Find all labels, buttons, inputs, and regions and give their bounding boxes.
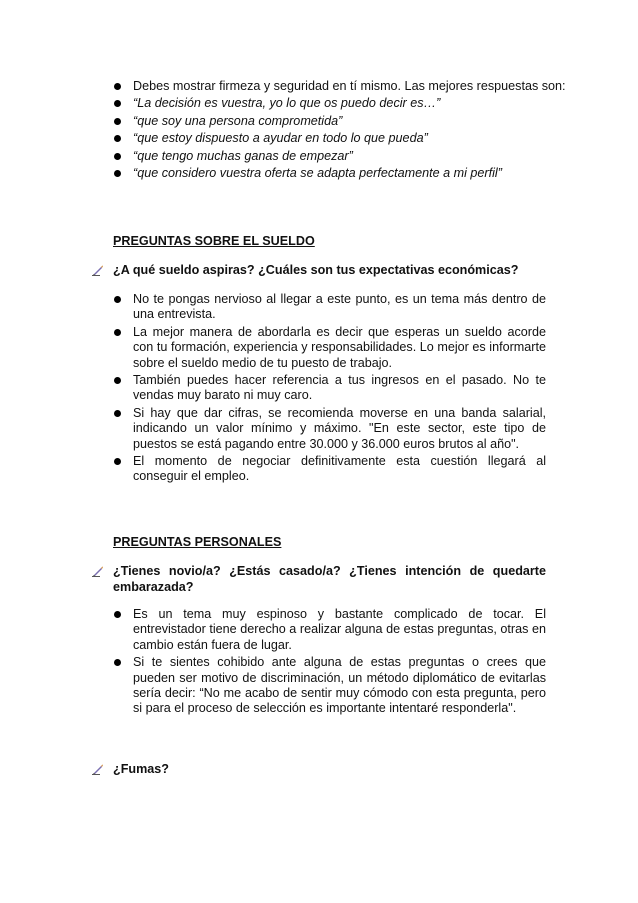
salary-list xyxy=(113,292,546,487)
bullet-icon xyxy=(114,410,121,417)
intro-list xyxy=(113,79,566,183)
question-text: ¿A qué sueldo aspiras? ¿Cuáles son tus expectativas económicas? xyxy=(113,263,519,277)
bullet-icon xyxy=(114,135,121,142)
list-item: También puedes hacer referencia a tus ingresos en el pasado. No te vendas muy barato ni muy caro. xyxy=(113,373,546,404)
question-salary xyxy=(92,263,546,279)
list-item: “que estoy dispuesto a ayudar en todo lo que pueda” xyxy=(113,131,546,146)
pen-bullet-icon xyxy=(92,763,104,775)
section-heading-salary: PREGUNTAS SOBRE EL SUELDO xyxy=(113,234,315,248)
list-item: “que soy una persona comprometida” xyxy=(113,114,546,129)
pen-bullet-icon xyxy=(92,264,104,276)
bullet-icon xyxy=(114,100,121,107)
pen-bullet-icon xyxy=(92,565,104,577)
list-item: Si te sientes cohibido ante alguna de estas preguntas o crees que pueden ser motivo de discriminación, un método diplomático de evitarlas sería decir: “No me acabo de sentir muy cómodo con esta pregunta, pero si para el proceso de selección es importante intentaré responderla". xyxy=(113,655,546,717)
list-item: “que tengo muchas ganas de empezar” xyxy=(113,149,546,164)
list-item: Debes mostrar firmeza y seguridad en tí mismo. Las mejores respuestas son: xyxy=(113,79,566,94)
list-item: Si hay que dar cifras, se recomienda moverse en una banda salarial, indicando un valor mínimo y máximo. "En este sector, este tipo de puestos se está pagando entre 30.000 y 36.000 euros brutos al año". xyxy=(113,406,546,452)
bullet-icon xyxy=(114,377,121,384)
question-text: ¿Tienes novio/a? ¿Estás casado/a? ¿Tienes intención de quedarte embarazada? xyxy=(113,564,546,594)
list-item: El momento de negociar definitivamente esta cuestión llegará al conseguir el empleo. xyxy=(113,454,546,485)
list-item: “La decisión es vuestra, yo lo que os puedo decir es…” xyxy=(113,96,546,111)
list-item: No te pongas nervioso al llegar a este punto, es un tema más dentro de una entrevista. xyxy=(113,292,546,323)
bullet-icon xyxy=(114,296,121,303)
list-item: “que considero vuestra oferta se adapta perfectamente a mi perfil” xyxy=(113,166,546,181)
question-text: ¿Fumas? xyxy=(113,762,169,776)
list-item: La mejor manera de abordarla es decir que esperas un sueldo acorde con tu formación, experiencia y responsabilidades. Lo mejor es informarte sobre el sueldo medio de tu puesto de trabajo. xyxy=(113,325,546,371)
bullet-icon xyxy=(114,329,121,336)
personal-list xyxy=(113,607,546,719)
section-heading-personal: PREGUNTAS PERSONALES xyxy=(113,535,282,549)
bullet-icon xyxy=(114,153,121,160)
question-smoking xyxy=(92,762,546,778)
bullet-icon xyxy=(114,611,121,618)
bullet-icon xyxy=(114,170,121,177)
bullet-icon xyxy=(114,83,121,90)
list-item: Es un tema muy espinoso y bastante complicado de tocar. El entrevistador tiene derecho a realizar alguna de estas preguntas, otras en cambio están fuera de lugar. xyxy=(113,607,546,653)
question-personal xyxy=(92,564,546,595)
bullet-icon xyxy=(114,659,121,666)
bullet-icon xyxy=(114,458,121,465)
bullet-icon xyxy=(114,118,121,125)
